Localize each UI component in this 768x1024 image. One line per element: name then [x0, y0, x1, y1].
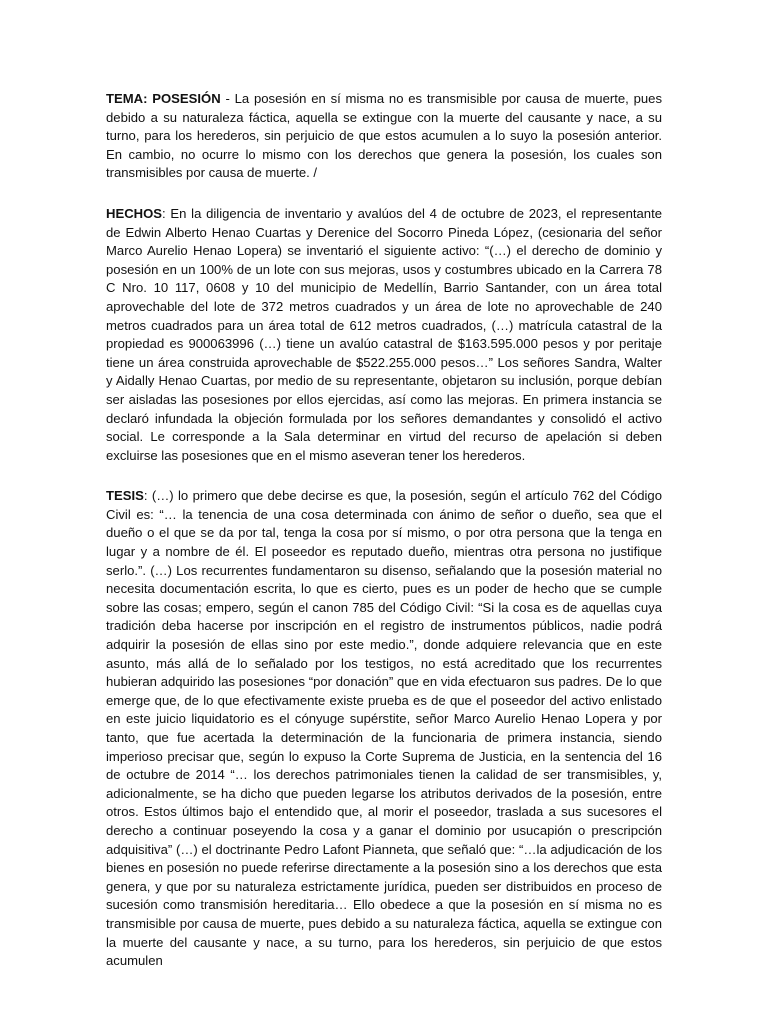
section-hechos-label: HECHOS — [106, 205, 163, 221]
section-tesis — [106, 487, 662, 970]
section-tema — [106, 90, 662, 183]
section-tema-text: - La posesión en sí misma no es transmisible por causa de muerte, pues debido a su naturaleza fáctica, aquella se extingue con la muerte del causante y nace, a su turno, para los herederos, sin perjuicio de que estos acumulen a lo suyo la posesión anterior. En cambio, no ocurre lo mismo con los derechos que genera la posesión, los cuales son transmisibles por causa de muerte. / — [106, 91, 662, 181]
section-tesis-label: TESIS — [106, 488, 144, 504]
section-hechos — [106, 205, 662, 465]
section-tema-label: TEMA: POSESIÓN — [106, 91, 221, 106]
section-tesis-text: : (…) lo primero que debe decirse es que, la posesión, según el artículo 762 del Código Civil es: “… la tenencia de una cosa determinada con ánimo de señor o dueño, sea que el dueño o el que se da por tal, tenga la cosa por sí mismo, o por otra persona que la tenga en lugar y a nombre de él. El poseedor es reputado dueño, mientras otra persona no justifique serlo.”. (…) Los recurrentes fundamentaron su disenso, señalando que la posesión material no necesita documentación escrita, lo que es cierto, pues es un poder de hecho que se cumple sobre las cosas; empero, según el canon 785 del Código Civil: “Si la cosa es de aquellas cuya tradición deba hacerse por inscripción en el registro de instrumentos públicos, nadie podrá adquirir la posesión de ellas sino por este medio.”, donde adquiere relevancia que en este asunto, más allá de lo señalado por los testigos, no está acreditado que los recurrentes hubieran adquirido las posesiones “por donación” que en vida efectuaron sus padres. De lo que emerge que, de lo que efectivamente existe prueba es de que el poseedor del activo enlistado en este juicio liquidatorio es el cónyuge supérstite, señor Marco Aurelio Henao Lopera y por tanto, que fue acertada la determinación de la funcionaria de primera instancia, siendo imperioso precisar que, según lo expuso la Corte Suprema de Justicia, en la sentencia del 16 de octubre de 2014 “… los derechos patrimoniales tienen la calidad de ser transmisibles, y, adicionalmente, se ha dicho que pueden legarse los atributos derivados de la posesión, entre otros. Estos últimos bajo el entendido que, al morir el poseedor, traslada a sus sucesores el derecho a continuar poseyendo la cosa y a ganar el dominio por usucapión o prescripción adquisitiva” (…) el doctrinante Pedro Lafont Pianneta, que señaló que: “…la adjudicación de los bienes en posesión no puede referirse directamente a la posesión sino a los derechos que esta genera, y que por su naturaleza estrictamente jurídica, pueden ser distribuidos en proceso de sucesión como transmisión hereditaria… Ello obedece a que la posesión en sí misma no es transmisible por causa de muerte, pues debido a su naturaleza fáctica, aquella se extingue con la muerte del causante y nace, a su turno, para los herederos, sin perjuicio de que estos acumulen — [106, 488, 662, 969]
section-hechos-text: : En la diligencia de inventario y avalúos del 4 de octubre de 2023, el representante de Edwin Alberto Henao Cuartas y Derenice del Socorro Pineda López, (cesionaria del señor Marco Aurelio Henao Lopera) se inventarió el siguiente activo: “(…) el derecho de dominio y posesión en un 100% de un lote con sus mejoras, usos y costumbres ubicado en la Carrera 78 C Nro. 10 117, 0608 y 10 del municipio de Medellín, Barrio Santander, con un área total aprovechable del lote de 372 metros cuadrados y un área de lote no aprovechable de 240 metros cuadrados para un área total de 612 metros cuadrados, (…) matrícula catastral de la propiedad es 900063996 (…) tiene un avalúo catastral de $163.595.000 pesos y por peritaje tiene un área construida aprovechable de $522.255.000 pesos…” Los señores Sandra, Walter y Aidally Henao Cuartas, por medio de su representante, objetaron su inclusión, porque debían ser aisladas las posesiones por ellos ejercidas, así como las mejoras. En primera instancia se declaró infundada la objeción formulada por los señores demandantes y consolidó el activo social. Le corresponde a la Sala determinar en virtud del recurso de apelación si deben excluirse las posesiones que en el mismo aseveran tener los herederos. — [106, 205, 662, 463]
